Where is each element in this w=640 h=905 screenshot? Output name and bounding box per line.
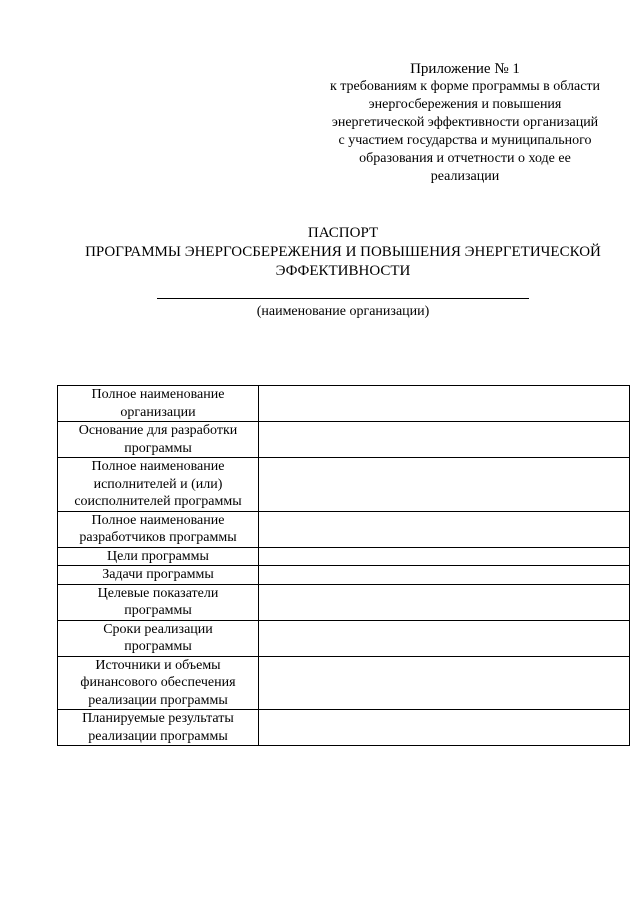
document-title bbox=[60, 224, 626, 281]
appendix-line: к требованиям к форме программы в области bbox=[329, 79, 601, 94]
appendix-line: с участием государства и муниципального bbox=[338, 133, 592, 148]
appendix-number: Приложение № 1 bbox=[410, 61, 520, 77]
organization-caption: (наименование организации) bbox=[256, 304, 430, 319]
row-value[interactable] bbox=[259, 511, 630, 547]
table-row bbox=[58, 710, 630, 746]
row-value[interactable] bbox=[259, 584, 630, 620]
table-row bbox=[58, 656, 630, 710]
row-label: Источники и объемы финансового обеспечения реализации программы bbox=[58, 656, 259, 710]
table-row bbox=[58, 511, 630, 547]
row-value[interactable] bbox=[259, 656, 630, 710]
row-value[interactable] bbox=[259, 620, 630, 656]
row-value[interactable] bbox=[259, 547, 630, 566]
table-row bbox=[58, 547, 630, 566]
row-label: Цели программы bbox=[58, 547, 259, 566]
row-value[interactable] bbox=[259, 566, 630, 585]
row-value[interactable] bbox=[259, 458, 630, 512]
title-line: ПРОГРАММЫ ЭНЕРГОСБЕРЕЖЕНИЯ И ПОВЫШЕНИЯ ЭНЕРГЕТИЧЕСКОЙ bbox=[85, 244, 601, 260]
row-label: Полное наименование исполнителей и (или) соисполнителей программы bbox=[58, 458, 259, 512]
row-label: Полное наименование организации bbox=[58, 386, 259, 422]
row-label: Основание для разработки программы bbox=[58, 422, 259, 458]
row-label: Полное наименование разработчиков программы bbox=[58, 511, 259, 547]
table-row bbox=[58, 566, 630, 585]
row-label: Целевые показатели программы bbox=[58, 584, 259, 620]
row-value[interactable] bbox=[259, 422, 630, 458]
table-row bbox=[58, 620, 630, 656]
table-row bbox=[58, 386, 630, 422]
table-row bbox=[58, 422, 630, 458]
row-label: Сроки реализации программы bbox=[58, 620, 259, 656]
table-row bbox=[58, 584, 630, 620]
row-label: Планируемые результаты реализации программы bbox=[58, 710, 259, 746]
appendix-header bbox=[300, 60, 630, 186]
table-row bbox=[58, 458, 630, 512]
row-value[interactable] bbox=[259, 710, 630, 746]
organization-name-line bbox=[157, 298, 529, 299]
title-line: ЭФФЕКТИВНОСТИ bbox=[275, 263, 411, 279]
appendix-line: энергетической эффективности организаций bbox=[331, 115, 599, 130]
appendix-line: образования и отчетности о ходе ее bbox=[359, 151, 571, 166]
row-value[interactable] bbox=[259, 386, 630, 422]
appendix-line: реализации bbox=[430, 169, 500, 184]
title-main: ПАСПОРТ bbox=[307, 225, 379, 241]
appendix-line: энергосбережения и повышения bbox=[368, 97, 562, 112]
row-label: Задачи программы bbox=[58, 566, 259, 585]
passport-table bbox=[57, 385, 630, 746]
